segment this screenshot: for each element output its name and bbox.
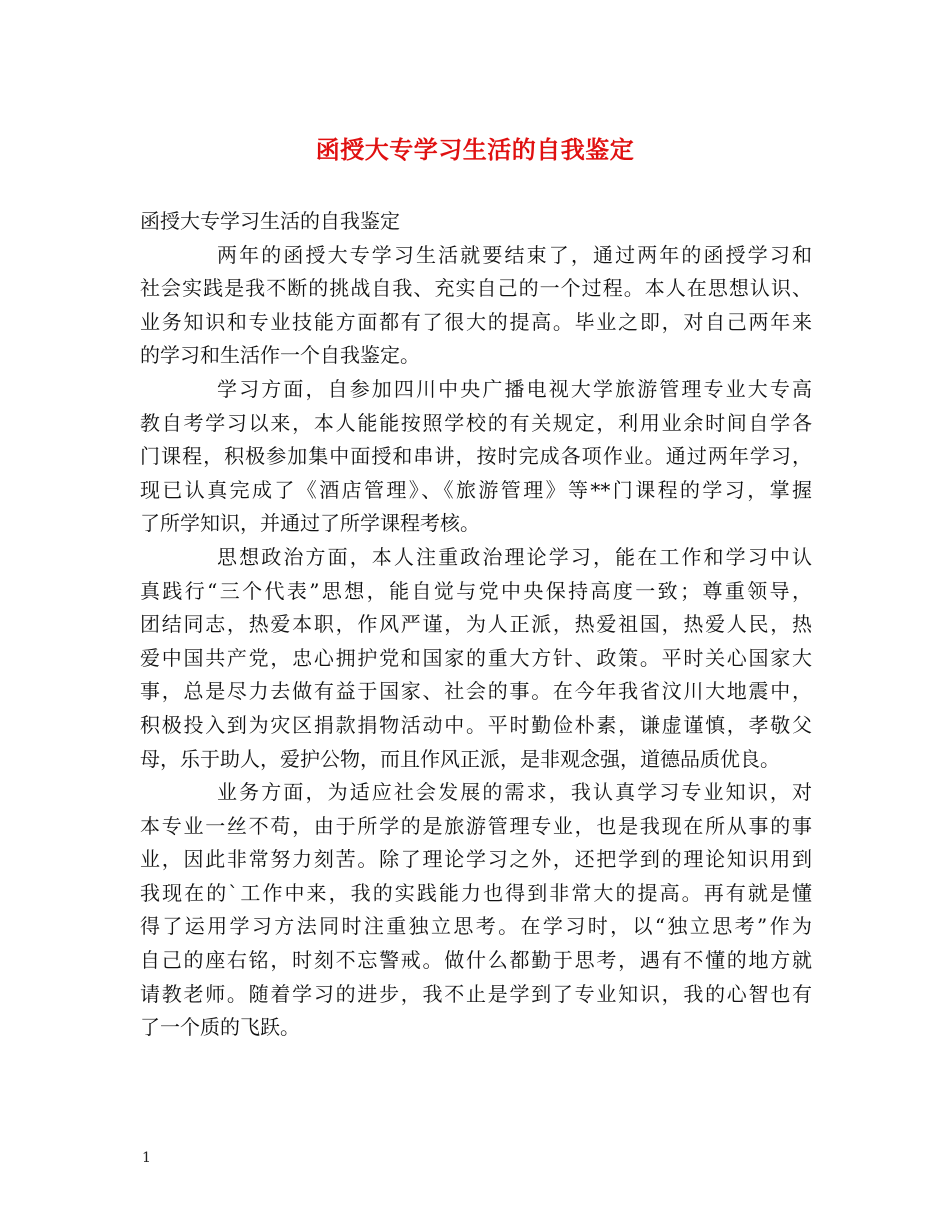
paragraph-4-line-7: 请教老师。随着学习的进步，我不止是学到了专业知识，我的心智也有 (140, 981, 812, 1006)
paragraph-2-line-5: 了所学知识，并通过了所学课程考核。 (140, 511, 480, 536)
paragraph-3-line-3: 团结同志，热爱本职，作风严谨，为人正派，热爱祖国，热爱人民，热 (140, 612, 812, 637)
paragraph-4-line-6: 自己的座右铭，时刻不忘警戒。做什么都勤于思考，遇有不懂的地方就 (140, 948, 812, 973)
document-title: 函授大专学习生活的自我鉴定 (315, 135, 635, 164)
page-number: 1 (142, 1150, 151, 1166)
paragraph-2-line-4: 现已认真完成了《酒店管理》、《旅游管理》等**门课程的学习，掌握 (140, 477, 812, 502)
paragraph-2-line-3: 门课程，积极参加集中面授和串讲，按时完成各项作业。通过两年学习， (140, 444, 812, 469)
paragraph-1-line-2: 社会实践是我不断的挑战自我、充实自己的一个过程。本人在思想认识、 (140, 276, 812, 301)
paragraph-3-line-6: 积极投入到为灾区捐款捐物活动中。平时勤俭朴素，谦虚谨慎，孝敬父 (140, 712, 812, 737)
paragraph-4-line-1: 业务方面，为适应社会发展的需求，我认真学习专业知识，对 (217, 780, 812, 805)
paragraph-2-line-1: 学习方面，自参加四川中央广播电视大学旅游管理专业大专高 (217, 376, 812, 401)
paragraph-3-line-2: 真践行“三个代表”思想，能自觉与党中央保持高度一致；尊重领导， (140, 578, 812, 603)
document-body (140, 205, 812, 1045)
paragraph-1-line-4: 的学习和生活作一个自我鉴定。 (140, 343, 420, 368)
paragraph-2-line-2: 教自考学习以来，本人能能按照学校的有关规定，利用业余时间自学各 (140, 410, 812, 435)
paragraph-3-line-7: 母，乐于助人，爱护公物，而且作风正派，是非观念强，道德品质优良。 (140, 746, 780, 771)
paragraph-4-line-2: 本专业一丝不苟，由于所学的是旅游管理专业，也是我现在所从事的事 (140, 813, 812, 838)
paragraph-3-line-5: 事，总是尽力去做有益于国家、社会的事。在今年我省汶川大地震中， (140, 679, 812, 704)
paragraph-1-line-1: 两年的函授大专学习生活就要结束了，通过两年的函授学习和 (217, 242, 812, 267)
paragraph-4-line-5: 得了运用学习方法同时注重独立思考。在学习时，以“独立思考”作为 (140, 914, 812, 939)
paragraph-1-line-3: 业务知识和专业技能方面都有了很大的提高。毕业之即，对自己两年来 (140, 309, 812, 334)
paragraph-3-line-4: 爱中国共产党，忠心拥护党和国家的重大方针、政策。平时关心国家大 (140, 645, 812, 670)
paragraph-4-line-3: 业，因此非常努力刻苦。除了理论学习之外，还把学到的理论知识用到 (140, 847, 812, 872)
paragraph-4-line-8: 了一个质的飞跃。 (140, 1015, 300, 1040)
paragraph-3-line-1: 思想政治方面，本人注重政治理论学习，能在工作和学习中认 (217, 544, 812, 569)
paragraph-4-line-4: 我现在的`工作中来，我的实践能力也得到非常大的提高。再有就是懂 (140, 880, 812, 905)
document-subtitle: 函授大专学习生活的自我鉴定 (140, 209, 400, 233)
